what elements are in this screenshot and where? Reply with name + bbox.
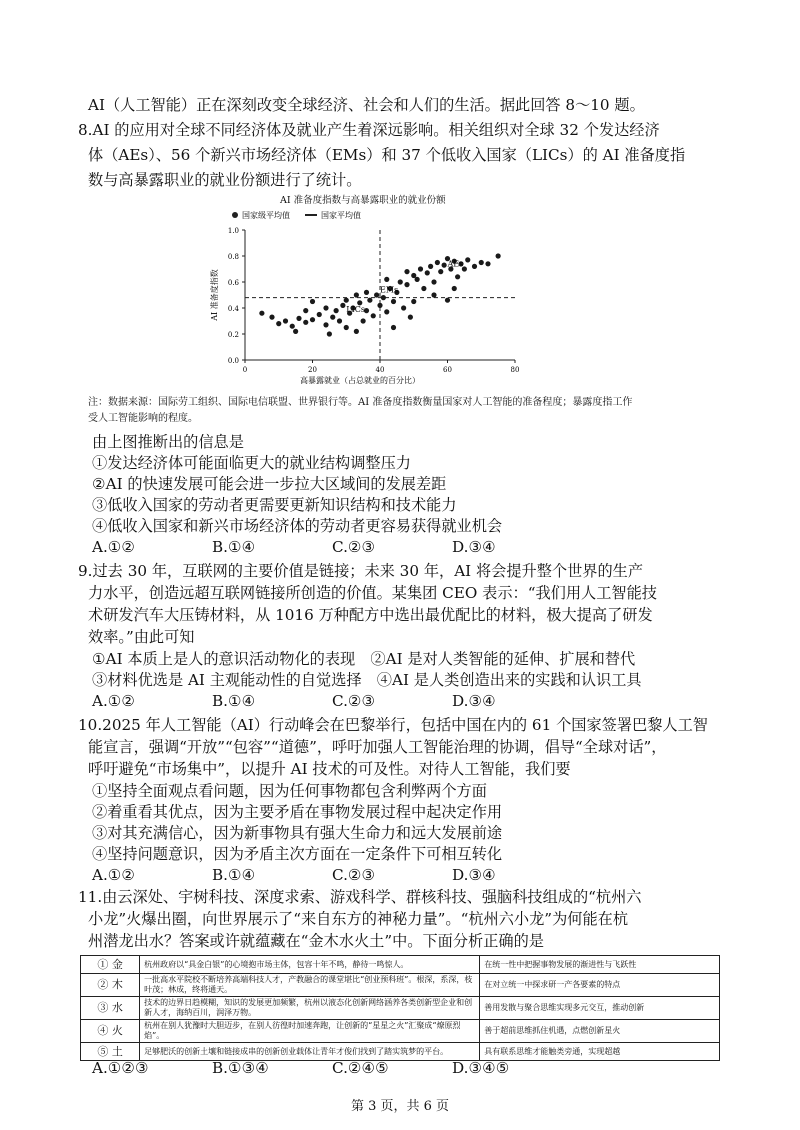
data-point: [290, 324, 295, 329]
data-point: [445, 298, 450, 303]
data-point: [425, 270, 430, 275]
table-cell-desc: 杭州政府以“具金白银”的心境抱市场主体，包容十年不鸣，静待一鸣惊人。: [140, 956, 480, 974]
chart-title: AI 准备度指数与高暴露职业的就业份额: [280, 195, 446, 206]
q8-statement: ①发达经济体可能面临更大的就业结构调整压力: [92, 454, 411, 472]
data-point: [418, 266, 423, 271]
q8-statement: ④低收入国家和新兴市场经济体的劳动者更容易获得就业机会: [92, 517, 503, 535]
choice-a[interactable]: A.①②: [92, 692, 136, 710]
data-point: [317, 312, 322, 317]
data-point: [411, 299, 416, 304]
x-tick-label: 80: [510, 366, 520, 374]
q10-statement: ②着重看其优点，因为主要矛盾在事物发展过程中起决定作用: [92, 803, 503, 821]
q8-stem-line: 8.AI 的应用对全球不同经济体及就业产生着深远影响。相关组织对全球 32 个发达经济: [78, 121, 660, 139]
data-point: [361, 318, 366, 323]
choice-b[interactable]: B.①④: [212, 866, 256, 884]
q10-statement: ④坚持问题意识，因为矛盾主次方面在一定条件下可相互转化: [92, 845, 503, 863]
table-cell-desc: 技术的边界日趋模糊，知识的发展更加频繁，杭州以液态化创新网络涵养各类创新型企业和创新人才，海纳百川，润泽万物。: [140, 997, 480, 1020]
choice-a[interactable]: A.①②: [92, 538, 136, 556]
data-point: [408, 315, 413, 320]
data-point: [371, 313, 376, 318]
q10-stem-line: 10.2025 年人工智能（AI）行动峰会在巴黎举行，包括中国在内的 61 个国家签署巴黎人工智: [78, 716, 708, 734]
choice-c[interactable]: C.②③: [332, 866, 376, 884]
scatter-chart: [205, 205, 545, 385]
table-cell-el: ④ 火: [81, 1020, 140, 1043]
table-cell-ana: 善于超前思维抓住机遇，点燃创新星火: [480, 1020, 720, 1043]
data-point: [334, 308, 339, 313]
q11-stem-line: 小龙”火爆出圈，向世界展示了“来自东方的神秘力量”。“杭州六小龙”为何能在杭: [88, 910, 629, 928]
data-point: [381, 295, 386, 300]
table-row: [81, 997, 720, 1020]
table-row: [81, 1020, 720, 1043]
choice-d[interactable]: D.③④: [452, 538, 496, 556]
q10-stem-line: 能宣言，强调“开放”“包容”“道德”，呼吁加强人工智能治理的协调，倡导“全球对话”，: [88, 738, 667, 756]
q10-statement: ①坚持全面观点看问题，因为任何事物都包含利弊两个方面: [92, 782, 487, 800]
data-point: [310, 299, 315, 304]
annotation-aes: AEs: [447, 259, 464, 269]
data-point: [455, 274, 460, 279]
data-point: [367, 298, 372, 303]
data-point: [404, 269, 409, 274]
table-row: [81, 974, 720, 997]
x-tick-label: 40: [375, 366, 385, 374]
data-point: [340, 303, 345, 308]
y-tick-label: 0.0: [227, 357, 239, 365]
chart-axes: [228, 227, 520, 374]
q9-choices: [92, 691, 572, 711]
y-tick-label: 1.0: [227, 227, 239, 235]
data-point: [354, 329, 359, 334]
data-point: [259, 311, 264, 316]
table-cell-desc: 杭州在别人犹豫时大胆迈步，在别人彷徨时加速奔跑，让创新的“星星之火”汇聚成“燎原烈焰”。: [140, 1020, 480, 1043]
data-point: [472, 264, 477, 269]
choice-c[interactable]: C.②③: [332, 538, 376, 556]
table-cell-ana: 在统一性中把握事物发展的渐进性与飞跃性: [480, 956, 720, 974]
table-cell-el: ⑤ 土: [81, 1043, 140, 1061]
q9-stem-line: 力水平，创造远超互联网链接所创造的价值。某集团 CEO 表示：“我们用人工智能技: [88, 584, 657, 602]
chart-legend: [232, 210, 361, 220]
data-point: [428, 264, 433, 269]
q11-table: [80, 955, 720, 1061]
q9-statement: ③材料优选是 AI 主观能动性的自觉选择 ④AI 是人类创造出来的实践和认识工具: [92, 671, 642, 689]
data-point: [435, 260, 440, 265]
choice-a[interactable]: A.①②③: [92, 1059, 149, 1077]
y-tick-label: 0.2: [227, 331, 239, 339]
y-tick-label: 0.6: [227, 279, 239, 287]
data-point: [431, 279, 436, 284]
table-cell-desc: 足够肥沃的创新土壤和链接成串的创新创业载体让青年才俊们找到了踏实筑梦的平台。: [140, 1043, 480, 1061]
chart-note-line: 受人工智能影响的程度。: [88, 413, 198, 424]
data-point: [354, 292, 359, 297]
data-point: [269, 315, 274, 320]
data-point: [479, 260, 484, 265]
choice-b[interactable]: B.①④: [212, 692, 256, 710]
choice-c[interactable]: C.②④⑤: [332, 1059, 389, 1077]
q9-stem-line: 效率。”由此可知: [88, 628, 195, 646]
data-point: [330, 315, 335, 320]
choice-b[interactable]: B.①④: [212, 538, 256, 556]
q8-statement: ②AI 的快速发展可能会进一步拉大区域间的发展差距: [92, 475, 447, 493]
y-tick-label: 0.8: [227, 253, 239, 261]
data-point: [310, 317, 315, 322]
data-point: [303, 320, 308, 325]
q11-stem-line: 11.由云深处、宇树科技、深度求索、游戏科学、群核科技、强脑科技组成的“杭州六: [78, 888, 642, 906]
data-point: [415, 277, 420, 282]
choice-d[interactable]: D.③④⑤: [452, 1059, 510, 1077]
choice-d[interactable]: D.③④: [452, 866, 496, 884]
table-cell-ana: 善用发散与聚合思维实现多元交互，推动创新: [480, 997, 720, 1020]
data-point: [496, 253, 501, 258]
q10-choices: [92, 865, 572, 885]
data-point: [283, 318, 288, 323]
data-point: [431, 292, 436, 297]
data-point: [384, 277, 389, 282]
data-point: [344, 325, 349, 330]
legend-marker-point: [232, 212, 238, 218]
x-tick-label: 60: [443, 366, 452, 374]
data-point: [485, 261, 490, 266]
table-cell-ana: 在对立统一中探求研一产各要素的特点: [480, 974, 720, 997]
data-point: [337, 318, 342, 323]
chart-note-line: 注：数据来源：国际劳工组织、国际电信联盟、世界银行等。AI 准备度指数衡量国家对人工智能的准备程度；暴露度指工作: [88, 397, 633, 408]
q8-stem-line: 数与高暴露职业的就业份额进行了统计。: [88, 171, 362, 189]
table-cell-ana: 具有联系思维才能触类旁通，实现超越: [480, 1043, 720, 1061]
q9-stem-line: 9.过去 30 年，互联网的主要价值是链接；未来 30 年，AI 将会提升整个世界的生产: [78, 562, 644, 580]
data-point: [465, 257, 470, 262]
choice-b[interactable]: B.①③④: [212, 1059, 269, 1077]
q11-stem-line: 州潜龙出水？答案或许就蕴藏在“金木水火土”中。下面分析正确的是: [88, 932, 544, 950]
data-point: [323, 305, 328, 310]
choice-a[interactable]: A.①②: [92, 866, 136, 884]
page-footer: 第 3 页，共 6 页: [350, 1099, 450, 1114]
q8-lead: 由上图推断出的信息是: [92, 433, 244, 451]
table-cell-el: ① 金: [81, 956, 140, 974]
data-point: [377, 303, 382, 308]
x-tick-label: 20: [308, 366, 317, 374]
data-point: [398, 279, 403, 284]
data-point: [391, 299, 396, 304]
q9-stem-line: 术研发汽车大压铸材料，从 1016 万种配方中选出最优配比的材料，极大提高了研发: [88, 606, 653, 624]
q8-choices: [92, 537, 572, 557]
data-point: [276, 321, 281, 326]
data-point: [374, 292, 379, 297]
intro-text: AI（人工智能）正在深刻改变全球经济、社会和人们的生活。据此回答 8～10 题。: [88, 96, 645, 114]
y-axis-label: AI 准备度指数: [210, 269, 219, 321]
table-cell-el: ② 木: [81, 974, 140, 997]
x-tick-label: 0: [242, 366, 248, 374]
q8-stem-line: 体（AEs）、56 个新兴市场经济体（EMs）和 37 个低收入国家（LICs）的 AI 准备度指: [88, 146, 686, 164]
data-point: [327, 331, 332, 336]
q11-choices: [92, 1058, 572, 1078]
choice-c[interactable]: C.②③: [332, 692, 376, 710]
q10-statement: ③对其充满信心，因为新事物具有强大生命力和远大发展前途: [92, 824, 503, 842]
annotation-ems: EMs: [380, 285, 399, 295]
legend-label: 国家级平均值: [242, 211, 290, 220]
q8-statement: ③低收入国家的劳动者更需要更新知识结构和技术能力: [92, 496, 457, 514]
annotation-lics: LICs: [346, 304, 365, 314]
data-point: [323, 322, 328, 327]
table-row: [81, 956, 720, 974]
choice-d[interactable]: D.③④: [452, 692, 496, 710]
data-point: [404, 282, 409, 287]
table-cell-desc: 一批高水平院校不断培养高端科技人才，产教融合的课堂堪比“创业预科班”。根深，系深，枝叶茂；林成，终将通天。: [140, 974, 480, 997]
data-point: [296, 316, 301, 321]
data-point: [391, 325, 396, 330]
data-point: [421, 286, 426, 291]
data-point: [442, 263, 447, 268]
data-point: [344, 298, 349, 303]
q10-stem-line: 呼吁避免“市场集中”，以提升 AI 技术的可及性。对待人工智能，我们要: [88, 760, 571, 778]
legend-label: 国家平均值: [321, 211, 361, 220]
data-point: [401, 305, 406, 310]
data-point: [452, 286, 457, 291]
q9-statement: ①AI 本质上是人的意识活动物化的表现 ②AI 是对人类智能的延伸、扩展和替代: [92, 650, 636, 668]
data-point: [293, 329, 298, 334]
data-point: [364, 290, 369, 295]
data-point: [384, 309, 389, 314]
data-point: [303, 308, 308, 313]
x-axis-label: 高暴露就业（占总就业的百分比）: [300, 376, 420, 385]
table-cell-el: ③ 水: [81, 997, 140, 1020]
data-point: [438, 269, 443, 274]
y-tick-label: 0.4: [227, 305, 239, 313]
